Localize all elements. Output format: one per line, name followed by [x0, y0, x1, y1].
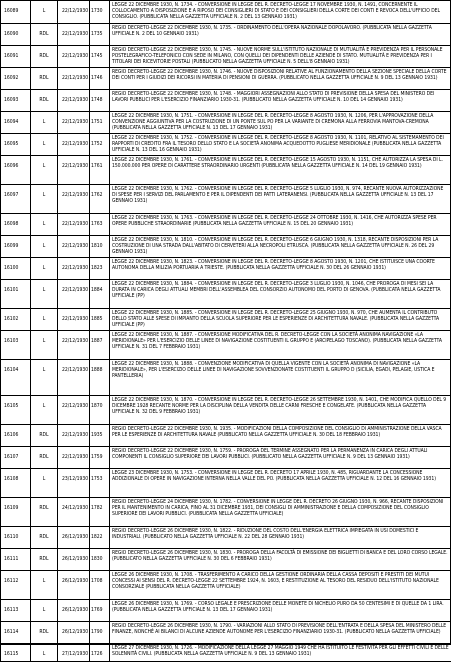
table-row: [1, 68, 451, 90]
act-date-cell: 22/12/1930: [58, 258, 90, 280]
act-ref-number-cell: 1790: [90, 622, 110, 644]
act-ref-number-cell: 1782: [90, 498, 110, 527]
act-number-cell: 16091: [1, 46, 31, 68]
act-number-cell: 16096: [1, 156, 31, 185]
act-date-cell: 26/12/1930: [58, 527, 90, 549]
act-type-cell: L: [31, 600, 58, 622]
act-number-cell: 16090: [1, 24, 31, 46]
table-row: [1, 549, 451, 571]
act-type-cell: RDL: [31, 46, 58, 68]
table-row: [1, 309, 451, 331]
act-ref-number-cell: 1726: [90, 644, 110, 662]
act-type-cell: L: [31, 396, 58, 425]
act-number-cell: 16094: [1, 112, 31, 134]
act-ref-number-cell: 1746: [90, 68, 110, 90]
act-description-cell: REGIO DECRETO-LEGGE 22 DICEMBRE 1930, N. 1935. - MODIFICAZIONI DELLA COMPOSIZIONE DEL CONSIGLIO DI AMMINISTRAZIONE DELLA VASCA PER LE ESPERIENZE DI ARCHITETTURA NAVALE (PUBBLICATO NELLA GAZZETTA UFFICIALE N. 30 DEL 18 FEBBRAIO 1931): [110, 425, 451, 447]
act-date-cell: 22/12/1930: [58, 90, 90, 112]
act-ref-number-cell: 1870: [90, 396, 110, 425]
act-description-cell: REGIO DECRETO-LEGGE 24 DICEMBRE 1930, N. 1782. - CONVERSIONE IN LEGGE DEL R. DECRETO 26 GIUGNO 1930, N. 966, RECANTE DISPOSIZIONI PER IL MANTENIMENTO IN CARICA, FINO AL 31 DICEMBRE 1931, DEI CONSIGLI DI AMMINISTRAZIONE E DELLA COMPOSIZIONE DEL CONSIGLIO SUPERIORE DEI LAVORI PUBBLICI. (PUBBLICATA NELLA GAZZETTA UFFICIALE): [110, 498, 451, 527]
act-date-cell: 24/12/1930: [58, 498, 90, 527]
act-type-cell: RDL: [31, 90, 58, 112]
act-description-cell: LEGGE 22 DICEMBRE 1930, N. 1734. - CONVERSIONE IN LEGGE DEL R. DECRETO-LEGGE 17 NOVEMBRE 1930, N. 1491, CONCERNENTE IL COLLOCAMENTO A DISPOSIZIONE E A RIPOSO DEI CONSIGLIERI DI STATO E DEI CONSIGLIERI DELLA CORTE DEI CONTI E REVOCA DELL'UFFICIO DEL CONSIGLIO. (PUBBLICATA NELLA GAZZETTA UFFICIALE N. 2 DEL 13 GENNAIO 1931): [110, 1, 451, 24]
act-ref-number-cell: 1735: [90, 24, 110, 46]
act-number-cell: 16102: [1, 309, 31, 331]
table-row: [1, 396, 451, 425]
act-description-cell: LEGGE 22 DICEMBRE 1930, N. 1761. - CONVERSIONE IN LEGGE DEL R. DECRETO-LEGGE 15 AGOSTO 1930, N. 1151, CHE AUTORIZZA LA SPESA DI L. 150.000.000 PER OPERE DI CARATTERE STRAORDINARIO URGENTI (PUBBLICATA NELLA GAZZETTA UFFICIALE N. 14 DEL 19 GENNAIO 1931): [110, 156, 451, 185]
act-date-cell: 22/12/1930: [58, 112, 90, 134]
act-number-cell: 16093: [1, 90, 31, 112]
table-row: [1, 1, 451, 24]
act-description-cell: REGIO DECRETO-LEGGE 26 DICEMBRE 1930, N. 1830. - PROROGA DELLA FACOLTÀ DI EMISSIONE DEI BIGLIETTI DI BANCA E DEL LORO CORSO LEGALE. (PUBBLICATO NELLA GAZZETTA UFFICIALE N. 30 DEL 6 FEBBRAIO 1931): [110, 549, 451, 571]
act-number-cell: 16105: [1, 396, 31, 425]
act-type-cell: L: [31, 469, 58, 498]
act-description-cell: REGIO DECRETO-LEGGE 26 DICEMBRE 1930, N. 1790. - VARIAZIONI ALLO STATO DI PREVISIONE DELL'ENTRATA E DELLA SPESA DEL MINISTERO DELLE FINANZE, NONCHÉ AI BILANCI DI ALCUNE AZIENDE AUTONOME PER L'ESERCIZIO FINANZIARIO 1930-31. (PUBBLICATO NELLA GAZZETTA UFFICIALE): [110, 622, 451, 644]
act-description-cell: LEGGE 26 DICEMBRE 1930, N. 1708. - TRASFERIMENTO A CARICO DELLA GESTIONE ORDINARIA DELLA CASSA DEPOSITI E PRESTITI DEI MUTUI CONCESSI AI SENSI DEL R. DECRETO-LEGGE 22 SETTEMBRE 1924, N. 1603, E RESTITUZIONE AL TESORO DEL RESIDUO DELL'ISTITUTO NAZIONALE CONSORZIALE (PUBBLICATA NELLA GAZZETTA UFFICIALE): [110, 571, 451, 600]
table-row: [1, 46, 451, 68]
act-number-cell: 16110: [1, 527, 31, 549]
act-description-cell: LEGGE 22 DICEMBRE 1930, N. 1885. - CONVERSIONE IN LEGGE DEL R. DECRETO-LEGGE 25 GIUGNO 1930, N. 970, CHE AUMENTA IL CONTRIBUTO DELLO STATO ALLE SPESE DI IMPIANTO DELLA SCUOLA SUPERIORE PER LE ESPERIENZE DI ARCHITETTURA NAVALE. (PUBBLICATA NELLA GAZZETTA UFFICIALE (PP): [110, 309, 451, 331]
act-number-cell: 16114: [1, 622, 31, 644]
act-number-cell: 16095: [1, 134, 31, 156]
act-type-cell: L: [31, 134, 58, 156]
table-row: [1, 90, 451, 112]
act-date-cell: 22/12/1930: [58, 156, 90, 185]
act-date-cell: 22/12/1930: [58, 331, 90, 360]
act-ref-number-cell: 1830: [90, 549, 110, 571]
act-description-cell: LEGGE 26 DICEMBRE 1930, N. 1769. - CORSO LEGALE E PRESCRIZIONE DELLE MONETE DI NICHELIO PURO DA 50 CENTESIMI E DI QUELLE DA 1 LIRA. (PUBBLICATA NELLA GAZZETTA UFFICIALE N. 13 DEL 17 GENNAIO 1931): [110, 600, 451, 622]
act-description-cell: LEGGE 22 DICEMBRE 1930, N. 1888. - CONVENZIONE MODIFICATIVA DI QUELLA VIGENTE CON LA SOCIETÀ ANONIMA DI NAVIGAZIONE «LA MERIDIONALE», PER L'ESERCIZIO DELLE LINEE DI NAVIGAZIONE SOVVENZIONATE COSTITUENTI IL GRUPPO D (SICILIA, EGADI, PELAGIE, USTICA E PANTELLERIA): [110, 360, 451, 396]
table-row: [1, 600, 451, 622]
act-number-cell: 16106: [1, 425, 31, 447]
act-ref-number-cell: 1748: [90, 90, 110, 112]
act-number-cell: 16104: [1, 360, 31, 396]
act-date-cell: 22/12/1930: [58, 425, 90, 447]
table-row: [1, 498, 451, 527]
act-date-cell: 22/12/1930: [58, 360, 90, 396]
act-date-cell: 22/12/1930: [58, 214, 90, 236]
table-row: [1, 280, 451, 309]
act-description-cell: LEGGE 23 DICEMBRE 1930, N. 1753. - CONVERSIONE IN LEGGE DEL R. DECRETO 17 APRILE 1930, N. 485, RIGUARDANTE LA CONCESSIONE ADDIZIONALE DI OPERE IN NAVIGAZIONE INTERNA NELLA VALLE DEL PO. (PUBBLICATA NELLA GAZZETTA UFFICIALE N. 12 DEL 16 GENNAIO 1931): [110, 469, 451, 498]
table-row: [1, 134, 451, 156]
act-ref-number-cell: 1884: [90, 280, 110, 309]
act-date-cell: 22/12/1930: [58, 396, 90, 425]
act-description-cell: LEGGE 22 DICEMBRE 1930, N. 1752. - CONVERSIONE IN LEGGE DEL R. DECRETO-LEGGE 8 AGOSTO 1930, N. 1101, RELATIVO AL SISTEMAMENTO DEI RAPPORTI DI CREDITO FRA IL TESORO DELLO STATO E LA SOCIETÀ ANONIMA ACQUEDOTTO PUGLIESE MERIDIONALE (PUBBLICATA NELLA GAZZETTA UFFICIALE N. 13 DEL 16 GENNAIO 1931): [110, 134, 451, 156]
act-date-cell: 22/12/1930: [58, 447, 90, 469]
act-description-cell: LEGGE 22 DICEMBRE 1930, N. 1763. - CONVERSIONE IN LEGGE DEL R. DECRETO-LEGGE 24 OTTOBRE 1930, N. 1416, CHE AUTORIZZA SPESE PER OPERE PUBBLICHE STRAORDINARIE (PUBBLICATA NELLA GAZZETTA UFFICIALE N. 15 DEL 20 GENNAIO 1931): [110, 214, 451, 236]
act-ref-number-cell: 1823: [90, 258, 110, 280]
act-number-cell: 16112: [1, 571, 31, 600]
act-ref-number-cell: 1761: [90, 156, 110, 185]
act-ref-number-cell: 1730: [90, 1, 110, 24]
table-row: [1, 214, 451, 236]
act-date-cell: 22/12/1930: [58, 309, 90, 331]
act-number-cell: 16113: [1, 600, 31, 622]
act-description-cell: LEGGE 22 DICEMBRE 1930, N. 1887. - CONVERSIONE MODIFICATIVA DEL R. DECRETO-LEGGE CON LA SOCIETÀ ANONIMA NAVIGAZIONE «LA MERIDIONALE» PER L'ESERCIZIO DELLE LINEE DI NAVIGAZIONE COSTITUENTI IL GRUPPO E (ARCIPELAGO TOSCANO). (PUBBLICATA NELLA GAZZETTA UFFICIALE N. 31 DEL 7 FEBBRAIO 1931): [110, 331, 451, 360]
table-row: [1, 24, 451, 46]
act-date-cell: 22/12/1930: [58, 68, 90, 90]
act-description-cell: REGIO DECRETO-LEGGE 22 DICEMBRE 1930, N. 1745. - NUOVE NORME SULL'ISTITUTO NAZIONALE DI MUTUALITÀ E PREVIDENZA PER IL PERSONALE POSTELEGRAFICO-TELEFONICO CON SEDE IN MILANO, CON QUELLI DEI DIPENDENTI DELLE AZIENDE DI STATO. MUTUALITÀ E PREVIDENZA PER I TITOLARI DEI RICEVITORIE POSTALI (PUBBLICATO NELLA GAZZETTA UFFICIALE N. 5 DELL'8 GENNAIO 1931): [110, 46, 451, 68]
act-type-cell: L: [31, 280, 58, 309]
act-ref-number-cell: 1887: [90, 331, 110, 360]
act-number-cell: 16089: [1, 1, 31, 24]
act-ref-number-cell: 1759: [90, 447, 110, 469]
act-type-cell: L: [31, 185, 58, 214]
act-number-cell: 16101: [1, 280, 31, 309]
act-type-cell: RDL: [31, 447, 58, 469]
act-type-cell: L: [31, 236, 58, 258]
act-type-cell: L: [31, 644, 58, 662]
act-type-cell: RDL: [31, 498, 58, 527]
table-row: [1, 112, 451, 134]
act-description-cell: REGIO DECRETO-LEGGE 26 DICEMBRE 1930, N. 1822. - RIDUZIONE DEL COSTO DELL'ENERGIA ELETTRICA IMPIEGATA IN USI DOMESTICI E INDUSTRIALI. (PUBBLICATO NELLA GAZZETTA UFFICIALE N. 22 DEL 28 GENNAIO 1931): [110, 527, 451, 549]
act-description-cell: LEGGE 22 DICEMBRE 1930, N. 1823. - CONVERSIONE IN LEGGE DEL R. DECRETO-LEGGE 8 AGOSTO 1930, N. 1201, CHE ISTITUISCE UNA COORTE AUTONOMA DELLA MILIZIA PORTUARIA A TRIESTE. (PUBBLICATA NELLA GAZZETTA UFFICIALE N. 30 DEL 26 GENNAIO 1931): [110, 258, 451, 280]
act-number-cell: 16115: [1, 644, 31, 662]
act-description-cell: LEGGE 22 DICEMBRE 1930, N. 1762. - CONVERSIONE IN LEGGE DEL R. DECRETO-LEGGE 5 LUGLIO 1930, N. 974, RECANTE NUOVA AUTORIZZAZIONE DI SPESE PER I SERVIZI DEL PARLAMENTO E PER IL DIPENDENTI DEI PATTI LATERANENSI. (PUBBLICATA NELLA GAZZETTA UFFICIALE N. 13 DEL 17 GENNAIO 1931): [110, 185, 451, 214]
act-ref-number-cell: 1810: [90, 236, 110, 258]
act-date-cell: 22/12/1930: [58, 134, 90, 156]
table-row: [1, 622, 451, 644]
act-type-cell: L: [31, 112, 58, 134]
act-date-cell: 22/12/1930: [58, 280, 90, 309]
act-date-cell: 22/12/1930: [58, 185, 90, 214]
act-ref-number-cell: 1762: [90, 185, 110, 214]
act-number-cell: 16111: [1, 549, 31, 571]
act-date-cell: 22/12/1930: [58, 46, 90, 68]
act-description-cell: REGIO DECRETO-LEGGE 22 DICEMBRE 1930, N. 1748. - MAGGIORI ASSEGNAZIONI ALLO STATO DI PREVISIONE DELLA SPESA DEL MINISTERO DEI LAVORI PUBBLICI PER L'ESERCIZIO FINANZIARIO 1930-31. (PUBBLICATO NELLA GAZZETTA UFFICIALE N. 10 DEL 14 GENNAIO 1931): [110, 90, 451, 112]
act-description-cell: LEGGE 22 DICEMBRE 1930, N. 1884. - CONVERSIONE IN LEGGE DEL R. DECRETO-LEGGE 3 LUGLIO 1930, N. 1046, CHE PROROGA DI MESI SEI LA DURATA IN CARICA DEGLI ATTUALI MEMBRI DELL'ASSEMBLEA DEL CONSORZIO AUTONOMO DEL PORTO DI GENOVA. (PUBBLICATA NELLA GAZZETTA UFFICIALE (PP): [110, 280, 451, 309]
table-row: [1, 156, 451, 185]
act-date-cell: 22/12/1930: [58, 236, 90, 258]
act-type-cell: L: [31, 331, 58, 360]
table-row: [1, 236, 451, 258]
act-date-cell: 26/12/1930: [58, 622, 90, 644]
act-date-cell: 26/12/1930: [58, 549, 90, 571]
act-number-cell: 16097: [1, 185, 31, 214]
act-type-cell: RDL: [31, 527, 58, 549]
act-ref-number-cell: 1752: [90, 134, 110, 156]
table-row: [1, 258, 451, 280]
table-row: [1, 360, 451, 396]
table-row: [1, 644, 451, 662]
act-number-cell: 16098: [1, 214, 31, 236]
act-ref-number-cell: 1885: [90, 309, 110, 331]
act-ref-number-cell: 1763: [90, 214, 110, 236]
act-date-cell: 22/12/1930: [58, 1, 90, 24]
act-ref-number-cell: 1753: [90, 469, 110, 498]
table-row: [1, 527, 451, 549]
act-number-cell: 16107: [1, 447, 31, 469]
act-date-cell: 27/12/1930: [58, 644, 90, 662]
table-row: [1, 469, 451, 498]
act-type-cell: RDL: [31, 425, 58, 447]
table-row: [1, 571, 451, 600]
table-row: [1, 447, 451, 469]
act-description-cell: LEGGE 27 DICEMBRE 1930, N. 1726. - MODIFICAZIONE DELLA LEGGE 27 MAGGIO 1949 CHE HA ISTITUITO LE FESTIVITÀ PER GLI EFFETTI CIVILI E DELLE SOLENNITÀ CIVILI. (PUBBLICATA NELLA GAZZETTA UFFICIALE N. 9 DEL 13 GENNAIO 1931): [110, 644, 451, 662]
act-type-cell: L: [31, 156, 58, 185]
act-date-cell: 26/12/1930: [58, 600, 90, 622]
act-type-cell: L: [31, 360, 58, 396]
act-description-cell: LEGGE 22 DICEMBRE 1930, N. 1751. - CONVERSIONE IN LEGGE DEL R. DECRETO-LEGGE 8 AGOSTO 1930, N. 1206, PER L'APPROVAZIONE DELLA CONVENZIONE AGGIUNTIVA PER LA COSTRUZIONE DI UN PONTE SUL PO PER LA VARIANTE DI CREMONA ALLA FERROVIA MANTOVA-CREMONA (PUBBLICATA NELLA GAZZETTA UFFICIALE N. 13 DEL 17 GENNAIO 1931): [110, 112, 451, 134]
table-row: [1, 331, 451, 360]
table-row: [1, 185, 451, 214]
act-type-cell: L: [31, 1, 58, 24]
table-row: [1, 425, 451, 447]
act-number-cell: 16108: [1, 469, 31, 498]
act-description-cell: REGIO DECRETO-LEGGE 22 DICEMBRE 1930, N. 1735. - ORDINAMENTO DELL'OPERA NAZIONALE DOPOLAVORO. (PUBBLICATA NELLA GAZZETTA UFFICIALE N. 2 DEL 10 GENNAIO 1931): [110, 24, 451, 46]
act-ref-number-cell: 1769: [90, 600, 110, 622]
act-description-cell: REGIO DECRETO-LEGGE 22 DICEMBRE 1930, N. 1746. - NUOVE DISPOSIZIONI RELATIVE AL FUNZIONAMENTO DELLA SEZIONE SPECIALE DELLA CORTE DEI CONTI PER I GIUDIZI DEI RICORSI IN MATERIA DI PENSIONI DI GUERRA. (PUBBLICATO NELLA GAZZETTA UFFICIALE N. 9 DEL 13 GENNAIO 1931): [110, 68, 451, 90]
act-ref-number-cell: 1888: [90, 360, 110, 396]
act-ref-number-cell: 1745: [90, 46, 110, 68]
act-number-cell: 16099: [1, 236, 31, 258]
act-type-cell: L: [31, 571, 58, 600]
act-type-cell: L: [31, 214, 58, 236]
act-date-cell: 23/12/1930: [58, 469, 90, 498]
act-number-cell: 16092: [1, 68, 31, 90]
act-type-cell: L: [31, 258, 58, 280]
act-type-cell: RDL: [31, 622, 58, 644]
act-number-cell: 16100: [1, 258, 31, 280]
act-ref-number-cell: 1708: [90, 571, 110, 600]
act-type-cell: RDL: [31, 68, 58, 90]
act-description-cell: REGIO DECRETO-LEGGE 22 DICEMBRE 1930, N. 1759. - PROROGA DEL TERMINE ASSEGNATO PER LA PERMANENZA IN CARICA DEGLI ATTUALI COMPONENTI IL CONSIGLIO SUPERIORE DEI LAVORI PUBBLICI. (PUBBLICATO NELLA GAZZETTA UFFICIALE N. 9 DEL 13 GENNAIO 1931): [110, 447, 451, 469]
act-ref-number-cell: 1822: [90, 527, 110, 549]
act-type-cell: RDL: [31, 24, 58, 46]
act-ref-number-cell: 1751: [90, 112, 110, 134]
act-type-cell: L: [31, 309, 58, 331]
act-number-cell: 16109: [1, 498, 31, 527]
act-number-cell: 16103: [1, 331, 31, 360]
act-date-cell: 26/12/1930: [58, 571, 90, 600]
act-description-cell: LEGGE 22 DICEMBRE 1930, N. 1810. - CONVERSIONE IN LEGGE DEL R. DECRETO-LEGGE 6 GIUGNO 1930, N. 1318, RECANTE DISPOSIZIONI PER LA COSTRUZIONE DI UNA STRADA DALL'ABITATO DI CERVETERI ALLA NECROPOLI ETRUSCA. (PUBBLICATA NELLA GAZZETTA UFFICIALE N. 26 DEL 29 GENNAIO 1931): [110, 236, 451, 258]
act-description-cell: LEGGE 22 DICEMBRE 1930, N. 1870. - CONVERSIONE IN LEGGE DEL R. DECRETO-LEGGE 26 SETTEMBRE 1930, N. 1401, CHE MODIFICA QUELLO DEL 9 DICEMBRE 1928 RECANTE NORME PER LA DISCIPLINA DELLA VENDITA DELLE CARNI FRESCHE E CONGELATE. (PUBBLICATA NELLA GAZZETTA UFFICIALE N. 32 DEL 9 FEBBRAIO 1931): [110, 396, 451, 425]
act-ref-number-cell: 1935: [90, 425, 110, 447]
act-type-cell: RDL: [31, 549, 58, 571]
act-date-cell: 22/12/1930: [58, 24, 90, 46]
